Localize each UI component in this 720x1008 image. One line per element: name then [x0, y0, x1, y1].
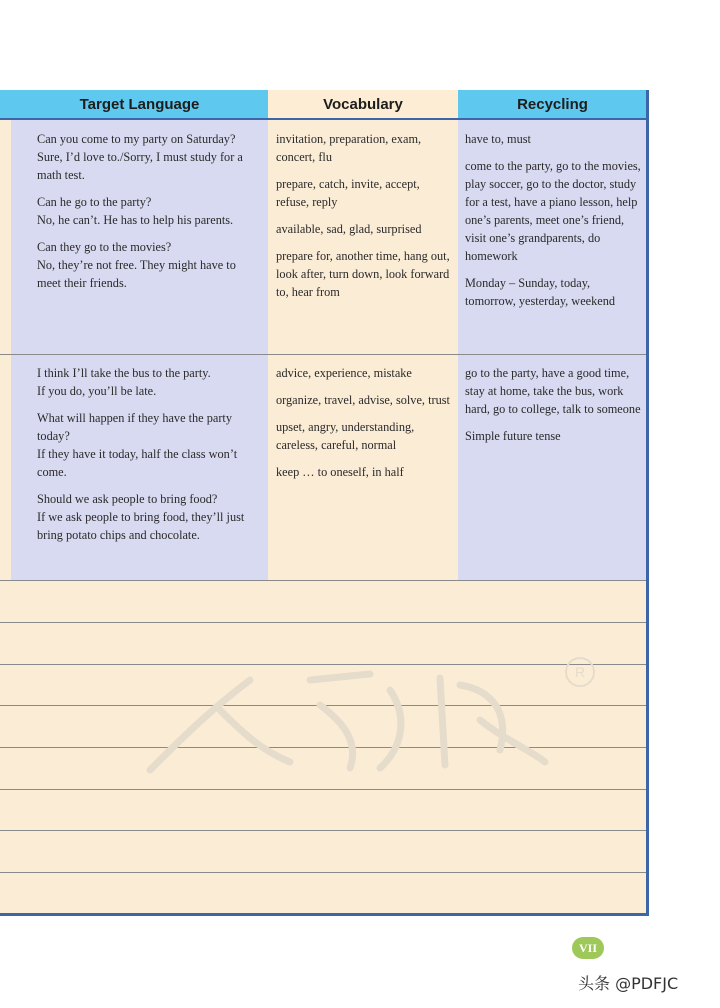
vocabulary-item: prepare for, another time, hang out, look after, turn down, look forward to, hear from: [276, 249, 450, 299]
target-item: I think I’ll take the bus to the party. If you do, you’ll be late.: [37, 366, 211, 398]
target-item: What will happen if they have the party today? If they have it today, half the class won’t come.: [37, 411, 238, 479]
target-item: Should we ask people to bring food? If we ask people to bring food, they’ll just bring potato chips and chocolate.: [37, 492, 245, 542]
vocabulary-item: upset, angry, understanding, careless, careful, normal: [276, 420, 415, 452]
vocabulary-item: available, sad, glad, surprised: [276, 222, 422, 236]
row-divider: [0, 830, 647, 831]
vocabulary-item: advice, experience, mistake: [276, 366, 412, 380]
row-divider: [0, 789, 647, 790]
recycling-item: Monday – Sunday, today, tomorrow, yesterday, weekend: [465, 276, 616, 308]
svg-text:R: R: [574, 664, 586, 680]
recycling-item: come to the party, go to the movies, play soccer, go to the doctor, study for a test, have a piano lesson, help one’s parents, meet one’s friend, visit one’s grandparents, do homework: [465, 159, 641, 263]
header-vocabulary: Vocabulary: [268, 90, 458, 118]
row-left-strip: [0, 355, 11, 580]
target-item: Can you come to my party on Saturday? Sure, I’d love to./Sorry, I must study for a math test.: [37, 132, 243, 182]
unit2-vocabulary-cell: [268, 355, 458, 580]
unit2-target-language-cell: [11, 355, 268, 580]
unit2-recycling-cell: [458, 355, 647, 580]
target-item: Can they go to the movies? No, they’re not free. They might have to meet their friends.: [37, 240, 236, 290]
header-recycling: Recycling: [458, 90, 647, 118]
header-target-language: Target Language: [11, 90, 268, 118]
row-divider: [0, 580, 647, 581]
recycling-item: have to, must: [465, 132, 531, 146]
table-bottom-border: [0, 913, 649, 916]
vocabulary-item: prepare, catch, invite, accept, refuse, reply: [276, 177, 420, 209]
source-credit: 头条 @PDFJC: [578, 974, 679, 993]
publisher-watermark-icon: [140, 650, 610, 780]
unit1-vocabulary-cell: [268, 120, 458, 354]
vocabulary-item: invitation, preparation, exam, concert, flu: [276, 132, 422, 164]
header-left-strip: [0, 90, 11, 118]
recycling-item: Simple future tense: [465, 429, 561, 443]
recycling-item: go to the party, have a good time, stay at home, take the bus, work hard, go to college, talk to someone: [465, 366, 641, 416]
page-number-badge: VII: [572, 937, 604, 959]
row-divider: [0, 622, 647, 623]
vocabulary-item: keep … to oneself, in half: [276, 465, 404, 479]
table-right-border: [646, 90, 649, 916]
row-divider: [0, 872, 647, 873]
target-item: Can he go to the party? No, he can’t. He has to help his parents.: [37, 195, 234, 227]
vocabulary-item: organize, travel, advise, solve, trust: [276, 393, 450, 407]
unit1-target-language-cell: [11, 120, 268, 354]
row-left-strip: [0, 120, 11, 354]
unit1-recycling-cell: [458, 120, 647, 354]
